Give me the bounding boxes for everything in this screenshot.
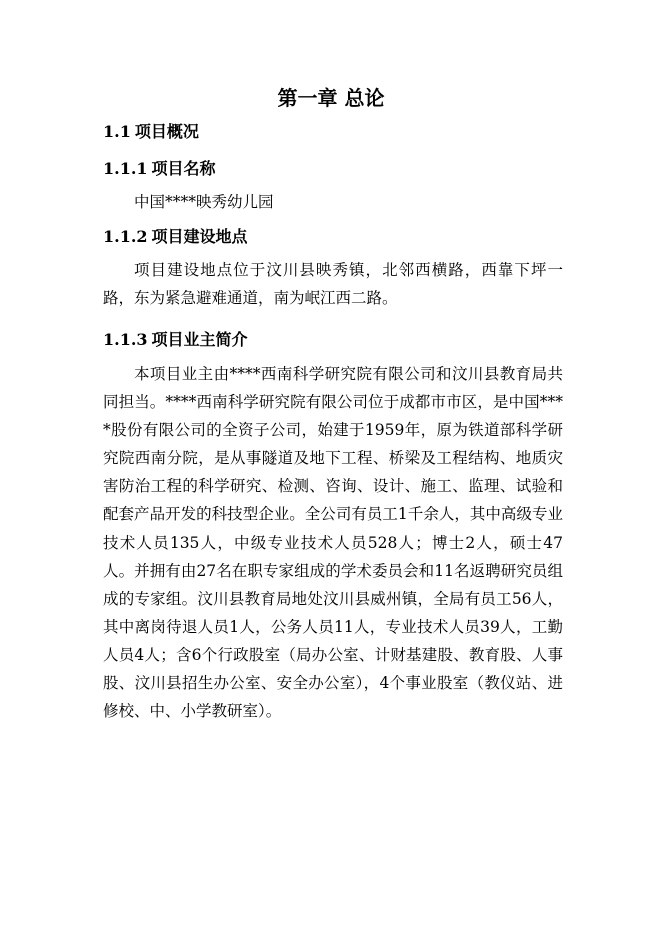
section-number: 1.1.1 xyxy=(103,159,148,178)
section-heading-1-1-2 xyxy=(103,225,248,249)
section-number: 1.1.2 xyxy=(103,227,148,246)
owner-intro-paragraph: 本项目业主由****西南科学研究院有限公司和汶川县教育局共同担当。****西南科学研究院有限公司位于成都市市区，是中国****股份有限公司的全资子公司，始建于1959年，原为铁道部科学研究院西南分院，是从事隧道及地下工程、桥梁及工程结构、地质灾害防治工程的科学研究、检测、咨询、设计、施工、监理、试验和配套产品开发的科技型企业。全公司有员工1千余人，其中高级专业技术人员135人，中级专业技术人员528人；博士2人，硕士47人。并拥有由27名在职专家组成的学术委员会和11名返聘研究员组成的专家组。汶川县教育局地处汶川县威州镇，全局有员工56人，其中离岗待退人员1人，公务人员11人，专业技术人员39人，工勤人员4人；含6个行政股室（局办公室、计财基建股、教育股、人事股、汶川县招生办公室、安全办公室），4个事业股室（教仪站、进修校、中、小学教研室）。 xyxy=(103,365,563,721)
section-number: 1.1 xyxy=(103,122,131,141)
project-name-text: 中国****映秀幼儿园 xyxy=(134,193,274,211)
section-title: 项目名称 xyxy=(151,159,216,178)
section-heading-1-1-3 xyxy=(103,328,248,352)
section-title: 项目概况 xyxy=(134,122,199,141)
section-heading-1-1 xyxy=(103,120,199,144)
chapter-title: 第一章 总论 xyxy=(277,86,385,110)
section-title: 项目业主简介 xyxy=(151,330,248,349)
project-location-paragraph: 项目建设地点位于汶川县映秀镇，北邻西横路，西靠下坪一路，东为紧急避难通道，南为岷江西二路。 xyxy=(103,261,563,308)
section-number: 1.1.3 xyxy=(103,330,148,349)
section-title: 项目建设地点 xyxy=(151,227,248,246)
section-heading-1-1-1 xyxy=(103,157,216,181)
